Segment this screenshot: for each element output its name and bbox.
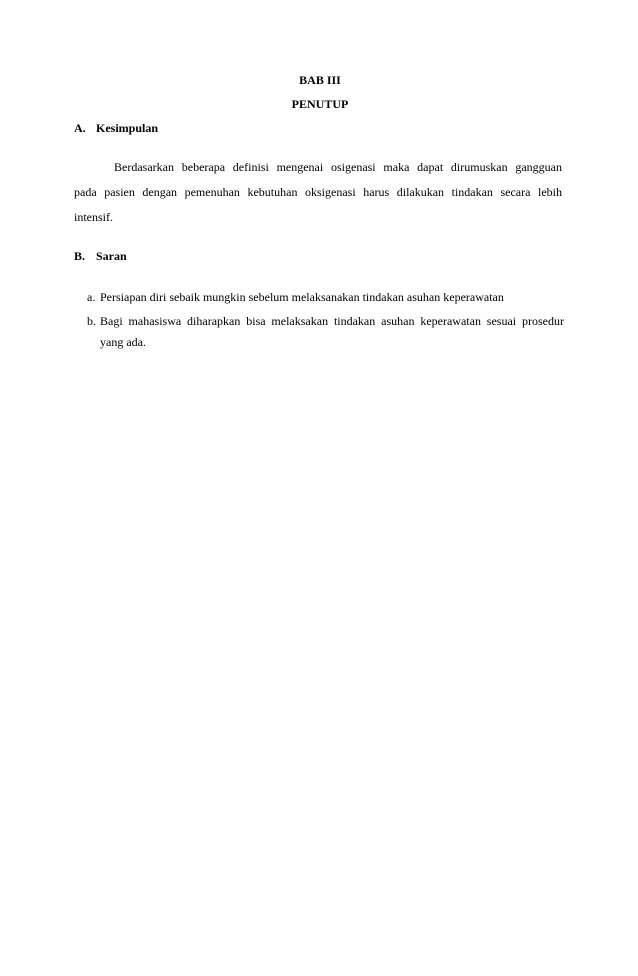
suggestion-list: [74, 287, 564, 353]
section-letter: A.: [74, 121, 86, 135]
list-item-text: Persiapan diri sebaik mungkin sebelum melaksanakan tindakan asuhan keperawatan: [100, 290, 504, 304]
list-marker: a.: [87, 290, 96, 304]
section-title: Saran: [96, 249, 127, 263]
section-letter: B.: [74, 249, 86, 263]
section-heading-kesimpulan: [74, 121, 158, 135]
conclusion-paragraph: Berdasarkan beberapa definisi mengenai osigenasi maka dapat dirumuskan gangguan pada pasien dengan pemenuhan kebutuhan oksigenasi harus dilakukan tindakan secara lebih intensif.: [74, 160, 562, 224]
section-title: Kesimpulan: [96, 121, 159, 135]
list-marker: b.: [87, 314, 96, 328]
list-item-text: Bagi mahasiswa diharapkan bisa melaksakan tindakan asuhan keperawatan sesuai prosedur yang ada.: [100, 314, 564, 349]
list-item: [74, 287, 564, 308]
chapter-title: PENUTUP: [291, 97, 349, 111]
section-heading-saran: [74, 249, 127, 263]
chapter-number: BAB III: [299, 73, 341, 87]
list-item: [74, 311, 564, 353]
